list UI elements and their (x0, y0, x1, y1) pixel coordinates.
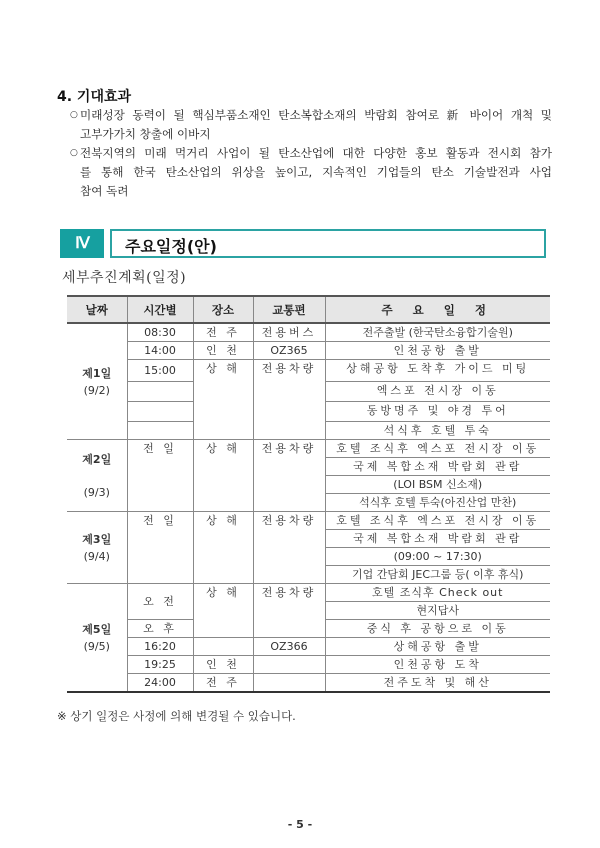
table-row (67, 674, 550, 693)
table-row (67, 323, 550, 342)
schedule-subtitle: 세부추진계획(일정) (62, 270, 187, 286)
event-cell: (LOI BSM 신소재) (325, 476, 550, 494)
day-date: (9/3) (83, 485, 110, 499)
event-cell: 전주출발 (한국탄소융합기술원) (325, 323, 550, 342)
time-cell (127, 402, 193, 422)
day-cell (67, 512, 127, 584)
event-cell: 중식 후 공항으로 이동 (325, 620, 550, 638)
event-cell: 기업 간담회 JEC그룹 등( 이후 휴식) (325, 566, 550, 584)
chapter-header (60, 229, 546, 258)
table-row (67, 584, 550, 602)
event-cell: 국제 복합소재 박람회 관람 (325, 458, 550, 476)
table-row (67, 440, 550, 458)
bullet-line: 전북지역의 미래 먹거리 사업이 될 탄소산업에 대한 다양한 홍보 활동과 전시회 참가 (80, 146, 552, 160)
place-cell: 상 해 (193, 440, 253, 512)
event-cell: 인천공항 출발 (325, 342, 550, 360)
day-cell (67, 323, 127, 440)
event-cell: 호텔 조식후 엑스포 전시장 이동 (325, 512, 550, 530)
chapter-title-box (110, 229, 546, 258)
time-cell: 24:00 (127, 674, 193, 693)
transport-cell: 전용버스 (253, 323, 325, 342)
section-heading-expected-effects: 4. 기대효과 (57, 89, 132, 105)
time-cell: 16:20 (127, 638, 193, 656)
header-main-schedule: 주 요 일 정 (325, 296, 550, 323)
transport-cell (253, 674, 325, 693)
event-cell: 국제 복합소재 박람회 관람 (325, 530, 550, 548)
header-place: 장소 (193, 296, 253, 323)
day-cell (67, 440, 127, 512)
day-group (67, 440, 550, 512)
expected-effects-list (70, 106, 552, 201)
chapter-number-badge: Ⅳ (60, 229, 104, 258)
place-cell: 인 천 (193, 656, 253, 674)
place-cell: 상 해 (193, 512, 253, 584)
day-group (67, 323, 550, 440)
place-cell (193, 638, 253, 656)
time-cell: 15:00 (127, 360, 193, 382)
day-date: (9/5) (83, 639, 110, 653)
event-cell: 엑스포 전시장 이동 (325, 382, 550, 402)
place-cell: 전 주 (193, 323, 253, 342)
header-date: 날짜 (67, 296, 127, 323)
header-transport: 교통편 (253, 296, 325, 323)
time-cell (127, 422, 193, 440)
table-row (67, 360, 550, 382)
event-cell: (09:00 ~ 17:30) (325, 548, 550, 566)
header-time: 시간별 (127, 296, 193, 323)
day-name: 제5일 (82, 622, 112, 636)
transport-cell: 전용차량 (253, 440, 325, 512)
time-cell (127, 382, 193, 402)
event-cell: 인천공항 도착 (325, 656, 550, 674)
table-header-row (67, 296, 550, 323)
time-cell: 전 일 (127, 512, 193, 584)
time-cell: 오 후 (127, 620, 193, 638)
event-cell: 석식후 호텔 투숙(아진산업 만찬) (325, 494, 550, 512)
table-row (67, 656, 550, 674)
table-row (67, 342, 550, 360)
day-cell (67, 584, 127, 693)
transport-cell: 전용차량 (253, 584, 325, 638)
day-date: (9/4) (83, 549, 110, 563)
time-cell: 08:30 (127, 323, 193, 342)
time-cell: 14:00 (127, 342, 193, 360)
day-group (67, 584, 550, 693)
schedule-table (67, 295, 550, 693)
bullet-item (70, 144, 552, 201)
event-cell: 전주도착 및 해산 (325, 674, 550, 693)
bullet-line: 를 통해 한국 탄소산업의 위상을 높이고, 지속적인 기업들의 탄소 기술발전과 사업 (80, 165, 552, 179)
bullet-item (70, 106, 552, 144)
transport-cell (253, 656, 325, 674)
event-cell: 석식후 호텔 투숙 (325, 422, 550, 440)
table-row (67, 638, 550, 656)
event-cell: 현지답사 (325, 602, 550, 620)
schedule-change-note: ※ 상기 일정은 사정에 의해 변경될 수 있습니다. (57, 709, 296, 723)
place-cell: 상 해 (193, 360, 253, 440)
bullet-line: 참여 독려 (80, 184, 129, 198)
circle-bullet-icon: ○ (70, 148, 78, 158)
transport-cell: 전용차량 (253, 512, 325, 584)
chapter-title: 주요일정(안) (125, 237, 217, 256)
transport-cell: OZ365 (253, 342, 325, 360)
event-cell: 상해공항 출발 (325, 638, 550, 656)
place-cell: 인 천 (193, 342, 253, 360)
day-group (67, 512, 550, 584)
day-name: 제3일 (82, 532, 112, 546)
day-name: 제1일 (82, 366, 112, 380)
bullet-line: 미래성장 동력이 될 핵심부품소재인 탄소복합소재의 박람회 참여로 新 바이어 개척 및 (80, 108, 553, 122)
table-row (67, 512, 550, 530)
event-cell: 호텔 조식후 Check out (325, 584, 550, 602)
page-number: - 5 - (287, 818, 313, 831)
place-cell: 전 주 (193, 674, 253, 693)
transport-cell: OZ366 (253, 638, 325, 656)
time-cell: 19:25 (127, 656, 193, 674)
bullet-line: 고부가가치 창출에 이바지 (80, 127, 211, 141)
time-cell: 오 전 (127, 584, 193, 620)
circle-bullet-icon: ○ (70, 110, 78, 120)
event-cell: 동방명주 및 야경 투어 (325, 402, 550, 422)
event-cell: 상해공항 도착후 가이드 미팅 (325, 360, 550, 382)
transport-cell: 전용차량 (253, 360, 325, 440)
place-cell: 상 해 (193, 584, 253, 638)
event-cell: 호텔 조식후 엑스포 전시장 이동 (325, 440, 550, 458)
day-name: 제2일 (82, 452, 112, 466)
time-cell: 전 일 (127, 440, 193, 512)
day-date: (9/2) (83, 383, 110, 397)
